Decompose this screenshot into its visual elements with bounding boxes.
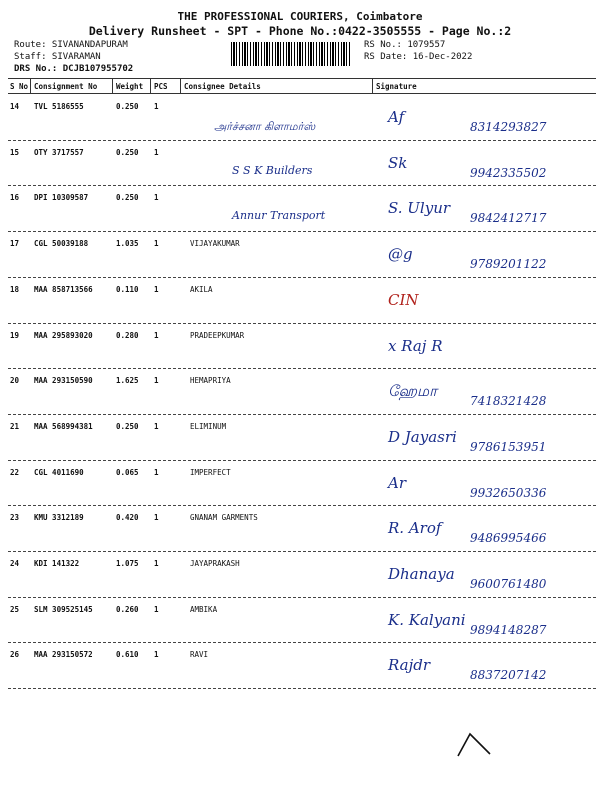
table-row xyxy=(0,281,600,327)
row-sno: 16 xyxy=(10,193,20,203)
row-weight: 0.250 xyxy=(116,421,139,431)
row-weight: 0.250 xyxy=(116,102,139,111)
table-row xyxy=(0,646,600,692)
row-sno: 14 xyxy=(10,102,20,111)
row-weight: 0.250 xyxy=(116,193,139,203)
row-separator xyxy=(8,551,596,552)
col-header-pcs: PCS xyxy=(154,82,168,91)
signature-name: R. Arof xyxy=(388,519,442,538)
row-sno: 17 xyxy=(10,239,20,249)
col-header-consignment: Consignment No xyxy=(34,82,98,91)
row-separator xyxy=(8,323,596,324)
table-row xyxy=(0,509,600,555)
table-row xyxy=(0,555,600,601)
row-separator xyxy=(8,642,596,643)
signature-cell xyxy=(380,144,595,190)
row-consignee: AKILA xyxy=(190,284,213,294)
row-sno: 18 xyxy=(10,284,20,294)
signature-phone: 8314293827 xyxy=(470,120,547,134)
table-row xyxy=(0,464,600,510)
signature-cell xyxy=(380,98,595,144)
signature-cell xyxy=(380,372,595,418)
signature-cell xyxy=(380,464,595,510)
table-row xyxy=(0,327,600,373)
signature-name: K. Kalyani xyxy=(388,610,466,629)
row-pcs: 1 xyxy=(154,147,159,157)
signature-cell xyxy=(380,509,595,555)
signature-phone: 9789201122 xyxy=(470,257,547,272)
signature-phone: 9486995466 xyxy=(470,531,547,546)
row-separator xyxy=(8,368,596,369)
rs-date: RS Date: 16-Dec-2022 xyxy=(364,52,473,62)
signature-phone: 7418321428 xyxy=(470,394,547,409)
signature-name: Af xyxy=(388,108,405,126)
col-divider xyxy=(150,79,151,93)
table-row xyxy=(0,372,600,418)
row-consignee: IMPERFECT xyxy=(190,467,231,477)
signature-phone: 9942335502 xyxy=(470,165,547,180)
table-row xyxy=(0,98,600,144)
row-separator xyxy=(8,460,596,461)
row-weight: 1.625 xyxy=(116,376,139,386)
handwritten-consignee: Annur Transport xyxy=(232,209,326,223)
row-weight: 0.610 xyxy=(116,650,139,660)
row-pcs: 1 xyxy=(154,513,159,523)
row-weight: 0.110 xyxy=(116,284,139,294)
row-consignee: ELIMINUM xyxy=(190,421,227,431)
route-label: Route: SIVANANDAPURAM xyxy=(14,40,128,50)
row-separator xyxy=(8,185,596,186)
row-pcs: 1 xyxy=(154,193,159,203)
signature-cell xyxy=(380,281,595,327)
row-separator xyxy=(8,414,596,415)
row-pcs: 1 xyxy=(154,421,159,431)
signature-phone: 9894148287 xyxy=(470,622,547,637)
row-sno: 21 xyxy=(10,421,20,431)
table-row xyxy=(0,601,600,647)
signature-phone: 9786153951 xyxy=(470,439,547,454)
row-separator xyxy=(8,597,596,598)
row-pcs: 1 xyxy=(154,330,159,340)
row-pcs: 1 xyxy=(154,284,159,294)
row-consignment-no: MAA 858713566 xyxy=(34,284,93,294)
row-weight: 0.250 xyxy=(116,147,139,157)
col-divider xyxy=(30,79,31,93)
col-header-sno: S No xyxy=(10,82,29,91)
col-divider xyxy=(180,79,181,93)
document-title: THE PROFESSIONAL COURIERS, Coimbatore xyxy=(177,10,423,23)
row-pcs: 1 xyxy=(154,559,159,568)
signature-name: Sk xyxy=(388,153,408,172)
row-weight: 0.420 xyxy=(116,513,139,523)
staff-label: Staff: SIVARAMAN xyxy=(14,52,101,62)
signature-cell xyxy=(380,235,595,281)
signature-name: D Jayasri xyxy=(388,427,457,446)
barcode xyxy=(231,42,351,66)
signature-cell xyxy=(380,327,595,373)
row-sno: 24 xyxy=(10,559,20,568)
signature-name: ஹேமா xyxy=(388,382,437,401)
table-row xyxy=(0,418,600,464)
row-weight: 0.260 xyxy=(116,604,139,614)
row-separator xyxy=(8,140,596,141)
signature-name: Dhanaya xyxy=(388,565,455,583)
row-consignee: GNANAM GARMENTS xyxy=(190,513,258,523)
row-separator xyxy=(8,277,596,278)
row-consignment-no: DPI 10309587 xyxy=(34,193,89,203)
row-consignment-no: MAA 568994381 xyxy=(34,421,93,431)
row-consignee: JAYAPRAKASH xyxy=(190,559,240,568)
signature-cell xyxy=(380,601,595,647)
signature-name: S. Ulyur xyxy=(388,199,451,218)
signature-phone: 9842412717 xyxy=(470,211,547,226)
drs-number: DRS No.: DCJB107955702 xyxy=(14,64,134,74)
signature-name: Ar xyxy=(388,473,407,492)
row-consignment-no: MAA 295893020 xyxy=(34,330,93,340)
signature-cell xyxy=(380,555,595,601)
row-consignment-no: MAA 293150590 xyxy=(34,376,93,386)
row-consignee: VIJAYAKUMAR xyxy=(190,239,240,249)
row-pcs: 1 xyxy=(154,650,159,660)
row-consignment-no: MAA 293150572 xyxy=(34,650,93,660)
table-header-rule xyxy=(8,93,596,94)
row-sno: 26 xyxy=(10,650,20,660)
row-weight: 0.280 xyxy=(116,330,139,340)
table-row xyxy=(0,144,600,190)
row-sno: 19 xyxy=(10,330,20,340)
tick-mark xyxy=(456,730,496,760)
row-consignee: HEMAPRIYA xyxy=(190,376,231,386)
row-sno: 23 xyxy=(10,513,20,523)
rs-number: RS No.: 1079557 xyxy=(364,40,446,50)
row-consignee: PRADEEPKUMAR xyxy=(190,330,245,340)
row-sno: 15 xyxy=(10,147,20,157)
row-pcs: 1 xyxy=(154,467,159,477)
signature-name: x Raj R xyxy=(388,336,443,355)
row-weight: 1.075 xyxy=(116,559,139,568)
handwritten-consignee: S S K Builders xyxy=(232,163,313,177)
row-separator xyxy=(8,231,596,232)
document-subtitle: Delivery Runsheet - SPT - Phone No.:0422-3505555 - Page No.:2 xyxy=(88,24,512,38)
col-divider xyxy=(112,79,113,93)
row-pcs: 1 xyxy=(154,102,159,111)
signature-phone: 9600761480 xyxy=(470,577,547,591)
row-consignee: RAVI xyxy=(190,650,209,660)
col-header-weight: Weight xyxy=(116,82,144,91)
col-header-consignee: Consignee Details xyxy=(184,82,261,91)
row-sno: 20 xyxy=(10,376,20,386)
row-consignment-no: KMU 3312189 xyxy=(34,513,84,523)
row-separator xyxy=(8,505,596,506)
row-weight: 1.035 xyxy=(116,239,139,249)
signature-phone: 8837207142 xyxy=(470,668,547,683)
row-sno: 25 xyxy=(10,604,20,614)
table-row xyxy=(0,189,600,235)
row-sno: 22 xyxy=(10,467,20,477)
row-weight: 0.065 xyxy=(116,467,139,477)
table-top-rule xyxy=(8,78,596,79)
col-divider xyxy=(372,79,373,93)
row-consignee: AMBIKA xyxy=(190,604,218,614)
row-consignment-no: TVL 5186555 xyxy=(34,102,84,111)
signature-name: @g xyxy=(388,245,413,264)
signature-name: CIN xyxy=(388,290,419,309)
row-separator xyxy=(8,688,596,689)
signature-cell xyxy=(380,646,595,692)
row-consignment-no: OTY 3717557 xyxy=(34,147,84,157)
handwritten-consignee: அர்ச்சனா கிளாமர்ஸ் xyxy=(214,120,316,133)
col-header-signature: Signature xyxy=(376,82,417,91)
row-consignment-no: CGL 4011690 xyxy=(34,467,84,477)
signature-cell xyxy=(380,189,595,235)
signature-name: Rajdr xyxy=(388,656,431,675)
row-consignment-no: KDI 141322 xyxy=(34,559,80,568)
row-pcs: 1 xyxy=(154,376,159,386)
signature-phone: 9932650336 xyxy=(470,485,547,500)
row-consignment-no: SLM 309525145 xyxy=(34,604,93,614)
row-pcs: 1 xyxy=(154,239,159,249)
row-consignment-no: CGL 50039188 xyxy=(34,239,89,249)
row-pcs: 1 xyxy=(154,604,159,614)
signature-cell xyxy=(380,418,595,464)
table-row xyxy=(0,235,600,281)
